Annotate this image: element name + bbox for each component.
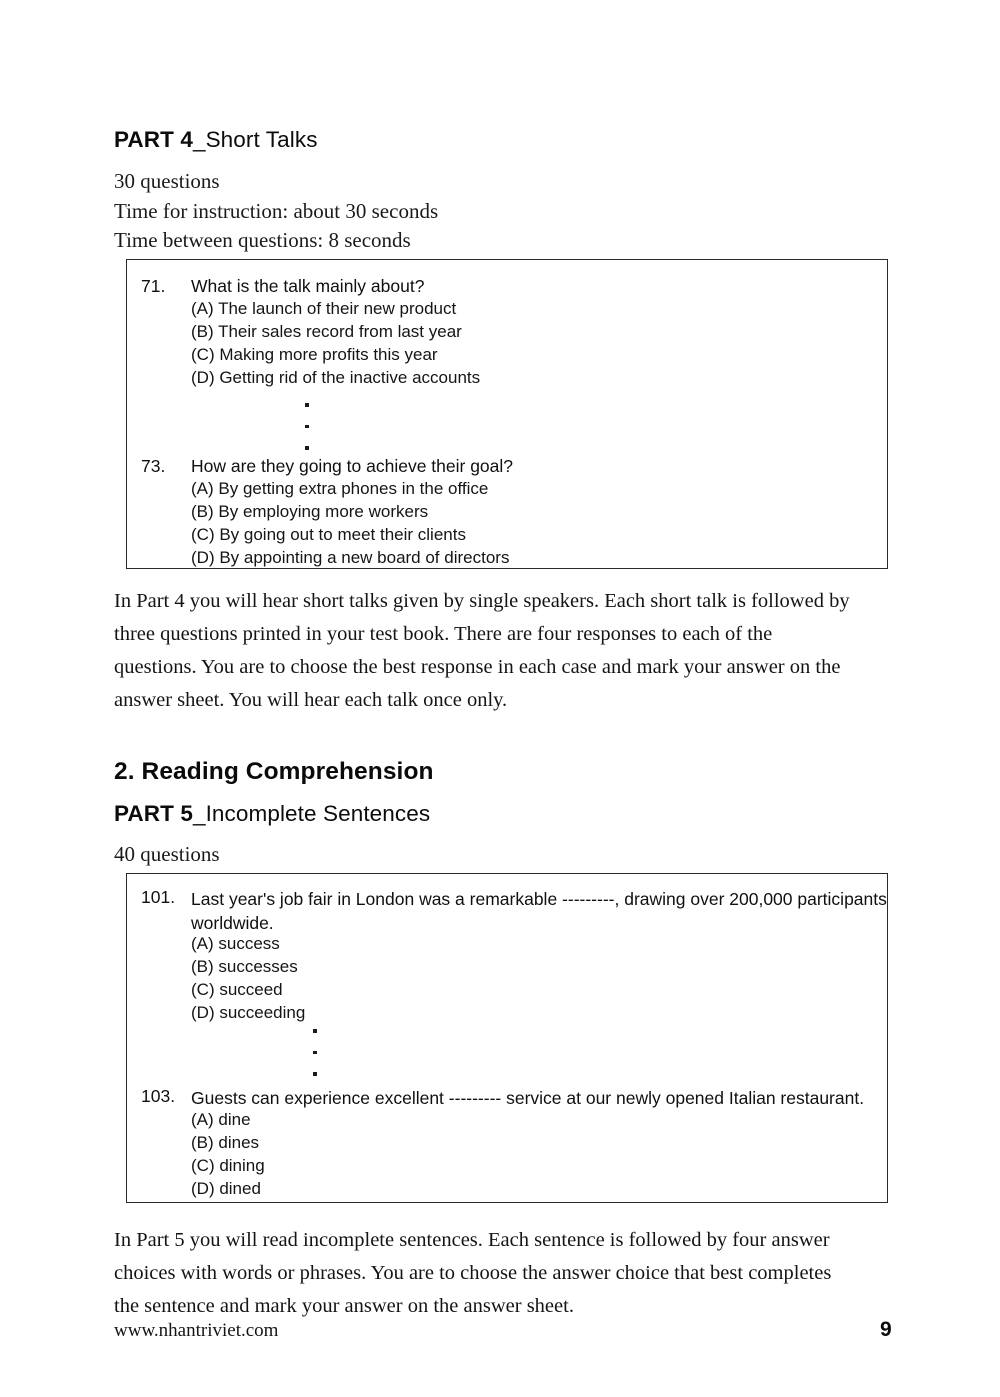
part5-instructions-line-1: In Part 5 you will read incomplete sentences. Each sentence is followed by four answer xyxy=(114,1229,830,1251)
part4-meta-instruction-time: Time for instruction: about 30 seconds xyxy=(114,199,439,223)
question-71-option-a[interactable]: (A) The launch of their new product xyxy=(191,299,457,318)
question-103-option-a[interactable]: (A) dine xyxy=(191,1110,251,1129)
question-103-option-d[interactable]: (D) dined xyxy=(191,1179,261,1198)
part4-instructions-line-1: In Part 4 you will hear short talks given by single speakers. Each short talk is followed by xyxy=(114,590,850,612)
question-number-71: 71. xyxy=(141,276,166,296)
question-103-option-c[interactable]: (C) dining xyxy=(191,1156,265,1175)
question-71-option-c[interactable]: (C) Making more profits this year xyxy=(191,345,438,364)
section-heading-reading-comprehension: 2. Reading Comprehension xyxy=(114,758,434,785)
question-stem-73: How are they going to achieve their goal? xyxy=(191,456,514,476)
part5-instructions-line-2: choices with words or phrases. You are to choose the answer choice that best completes xyxy=(114,1262,832,1284)
footer-page-number: 9 xyxy=(880,1318,892,1341)
part4-heading-bold: PART 4 xyxy=(114,127,193,152)
part4-meta-questions: 30 questions xyxy=(114,169,220,193)
question-103-option-b[interactable]: (B) dines xyxy=(191,1133,260,1152)
part5-question-box xyxy=(126,873,888,1203)
footer-url[interactable]: www.nhantriviet.com xyxy=(114,1320,279,1341)
question-number-101: 101. xyxy=(141,887,176,907)
question-number-103: 103. xyxy=(141,1086,176,1106)
question-stem-103-line-1: Guests can experience excellent --------- service at our newly opened Italian restaurant. xyxy=(191,1088,865,1108)
part4-meta-question-gap: Time between questions: 8 seconds xyxy=(114,228,411,252)
part4-instructions-line-3: questions. You are to choose the best response in each case and mark your answer on the xyxy=(114,656,841,678)
part4-question-box xyxy=(126,259,888,569)
part4-heading xyxy=(114,127,318,153)
question-101-option-b[interactable]: (B) successes xyxy=(191,957,298,976)
question-73-option-b[interactable]: (B) By employing more workers xyxy=(191,502,429,521)
question-101-option-c[interactable]: (C) succeed xyxy=(191,980,283,999)
question-101-option-d[interactable]: (D) succeeding xyxy=(191,1003,306,1022)
question-stem-71: What is the talk mainly about? xyxy=(191,276,425,296)
question-101-option-a[interactable]: (A) success xyxy=(191,934,280,953)
part4-instructions xyxy=(114,585,904,717)
question-number-73: 73. xyxy=(141,456,166,476)
question-71-option-d[interactable]: (D) Getting rid of the inactive accounts xyxy=(191,368,481,387)
part4-instructions-line-4: answer sheet. You will hear each talk once only. xyxy=(114,689,508,711)
part5-instructions xyxy=(114,1224,904,1323)
question-71-option-b[interactable]: (B) Their sales record from last year xyxy=(191,322,462,341)
part4-heading-light: _Short Talks xyxy=(192,127,318,152)
question-stem-101 xyxy=(191,887,887,935)
part5-heading xyxy=(114,801,430,827)
vertical-ellipsis-icon xyxy=(313,1029,318,1094)
part5-meta-questions: 40 questions xyxy=(114,842,220,866)
question-stem-101-line-2: worldwide. xyxy=(191,913,274,933)
question-stem-101-line-1: Last year's job fair in London was a remarkable ---------, drawing over 200,000 participants xyxy=(191,889,887,909)
part5-heading-bold: PART 5 xyxy=(114,801,193,826)
question-73-option-c[interactable]: (C) By going out to meet their clients xyxy=(191,525,466,544)
question-stem-103 xyxy=(191,1086,871,1110)
part5-heading-light: _Incomplete Sentences xyxy=(192,801,431,826)
part5-instructions-line-3: the sentence and mark your answer on the answer sheet. xyxy=(114,1295,574,1317)
question-73-option-d[interactable]: (D) By appointing a new board of directors xyxy=(191,548,510,567)
question-73-option-a[interactable]: (A) By getting extra phones in the office xyxy=(191,479,489,498)
part4-instructions-line-2: three questions printed in your test book. There are four responses to each of the xyxy=(114,623,773,645)
